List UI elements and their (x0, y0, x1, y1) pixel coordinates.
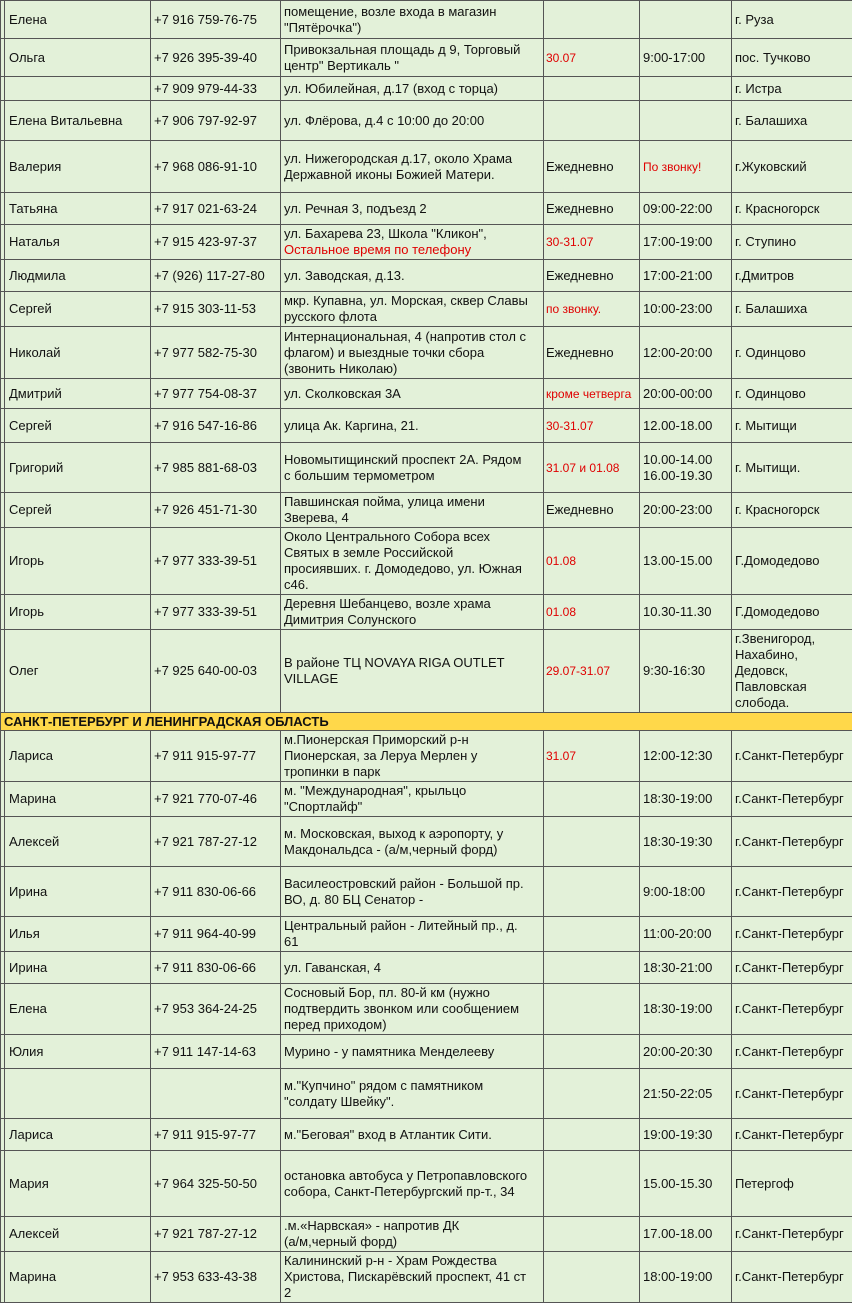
address-line: Святых в земле Российской (284, 545, 540, 561)
table-row (1, 917, 852, 952)
address-line: Привокзальная площадь д 9, Торговый (284, 42, 540, 58)
collection-days: Ежедневно (544, 193, 640, 225)
collection-days: Ежедневно (544, 327, 640, 379)
collection-time (640, 77, 732, 101)
collection-days: Ежедневно (544, 141, 640, 193)
collection-days (544, 782, 640, 817)
address-line: м. "Международная", крыльцо (284, 783, 540, 799)
contact-phone[interactable]: +7 926 395-39-40 (151, 39, 281, 77)
contact-phone[interactable]: +7 977 333-39-51 (151, 595, 281, 630)
contact-name: Мария (5, 1151, 151, 1217)
address-line: Павшинская пойма, улица имени (284, 494, 540, 510)
table-row (1, 493, 852, 528)
collection-address (281, 1035, 544, 1069)
collection-days: 31.07 (544, 731, 640, 782)
collection-days: 01.08 (544, 528, 640, 595)
address-line: Василеостровский район - Большой пр. (284, 876, 540, 892)
collection-address (281, 1, 544, 39)
address-line: Деревня Шебанцево, возле храма (284, 596, 540, 612)
table-row (1, 292, 852, 327)
collection-address (281, 867, 544, 917)
collection-address (281, 260, 544, 292)
contact-name: Лариса (5, 731, 151, 782)
address-line: с большим термометром (284, 468, 540, 484)
address-line: Пионерская, за Леруа Мерлен у (284, 748, 540, 764)
contact-phone[interactable]: +7 915 423-97-37 (151, 225, 281, 260)
table-row (1, 1, 852, 39)
address-line: Макдональдса - (а/м,черный форд) (284, 842, 540, 858)
table-row (1, 1119, 852, 1151)
collection-time: 20:00-00:00 (640, 379, 732, 409)
collection-time: 17:00-19:00 (640, 225, 732, 260)
collection-address (281, 101, 544, 141)
table-row (1, 817, 852, 867)
table-row (1, 1217, 852, 1252)
collection-address (281, 193, 544, 225)
collection-address (281, 1069, 544, 1119)
address-line: Димитрия Солунского (284, 612, 540, 628)
collection-address (281, 630, 544, 713)
collection-days (544, 952, 640, 984)
collection-time: 19:00-19:30 (640, 1119, 732, 1151)
table-row (1, 260, 852, 292)
city: г.Санкт-Петербург (732, 1252, 852, 1303)
collection-address (281, 731, 544, 782)
city: г. Мытищи (732, 409, 852, 443)
table-row (1, 1035, 852, 1069)
collection-address (281, 292, 544, 327)
city: г. Балашиха (732, 101, 852, 141)
contact-phone[interactable]: +7 921 787-27-12 (151, 1217, 281, 1252)
contact-phone[interactable]: +7 911 830-06-66 (151, 952, 281, 984)
city: г. Руза (732, 1, 852, 39)
collection-time: 10:00-23:00 (640, 292, 732, 327)
contact-phone[interactable]: +7 916 759-76-75 (151, 1, 281, 39)
collection-days: 01.08 (544, 595, 640, 630)
contact-phone[interactable] (151, 1069, 281, 1119)
table-row (1, 101, 852, 141)
address-line: м."Купчино" рядом с памятником (284, 1078, 540, 1094)
contact-phone[interactable]: +7 906 797-92-97 (151, 101, 281, 141)
contact-phone[interactable]: +7 915 303-11-53 (151, 292, 281, 327)
address-line: ул. Заводская, д.13. (284, 268, 540, 284)
city: г. Одинцово (732, 327, 852, 379)
city: пос. Тучково (732, 39, 852, 77)
table-row (1, 782, 852, 817)
table-row (1, 77, 852, 101)
address-line: Центральный район - Литейный пр., д. (284, 918, 540, 934)
city: г.Санкт-Петербург (732, 817, 852, 867)
table-row (1, 1069, 852, 1119)
city: г. Истра (732, 77, 852, 101)
address-line: Державной иконы Божией Матери. (284, 167, 540, 183)
contact-name: Дмитрий (5, 379, 151, 409)
address-line: м. Московская, выход к аэропорту, у (284, 826, 540, 842)
table-row (1, 443, 852, 493)
collection-days (544, 101, 640, 141)
contact-phone[interactable]: +7 953 364-24-25 (151, 984, 281, 1035)
collection-days: по звонку. (544, 292, 640, 327)
contact-name: Ирина (5, 952, 151, 984)
city: г.Звенигород, Нахабино, Дедовск, Павловская слобода. (732, 630, 852, 713)
collection-address (281, 917, 544, 952)
collection-time: 10.00-14.00 16.00-19.30 (640, 443, 732, 493)
city: Г.Домодедово (732, 528, 852, 595)
address-line: ул. Бахарева 23, Школа "Кликон", (284, 226, 540, 242)
table-row (1, 193, 852, 225)
contact-name: Олег (5, 630, 151, 713)
collection-address (281, 327, 544, 379)
address-line: 61 (284, 934, 540, 950)
contact-phone[interactable]: +7 917 021-63-24 (151, 193, 281, 225)
collection-address (281, 443, 544, 493)
address-line: тропинки в парк (284, 764, 540, 780)
collection-address (281, 1151, 544, 1217)
address-line: улица Ак. Каргина, 21. (284, 418, 540, 434)
collection-time: 18:00-19:00 (640, 1252, 732, 1303)
collection-time: 13.00-15.00 (640, 528, 732, 595)
collection-time: 9:00-17:00 (640, 39, 732, 77)
city: г.Санкт-Петербург (732, 984, 852, 1035)
collection-time: 17:00-21:00 (640, 260, 732, 292)
contact-name: Николай (5, 327, 151, 379)
collection-time: 17.00-18.00 (640, 1217, 732, 1252)
table-row (1, 409, 852, 443)
address-line: ул. Флёрова, д.4 с 10:00 до 20:00 (284, 113, 540, 129)
contact-name (5, 1069, 151, 1119)
table-row (1, 327, 852, 379)
contact-name: Елена (5, 1, 151, 39)
contact-phone[interactable]: +7 921 787-27-12 (151, 817, 281, 867)
city: г.Санкт-Петербург (732, 1035, 852, 1069)
city: г.Санкт-Петербург (732, 952, 852, 984)
contact-name: Елена Витальевна (5, 101, 151, 141)
collection-days: Ежедневно (544, 260, 640, 292)
collection-time: 12:00-12:30 (640, 731, 732, 782)
contact-phone[interactable]: +7 925 640-00-03 (151, 630, 281, 713)
address-line: просиявших. г. Домодедово, ул. Южная (284, 561, 540, 577)
collection-days (544, 917, 640, 952)
contact-phone[interactable]: +7 977 754-08-37 (151, 379, 281, 409)
contact-phone[interactable]: +7 911 830-06-66 (151, 867, 281, 917)
collection-address (281, 528, 544, 595)
table-row (1, 630, 852, 713)
contact-name: Татьяна (5, 193, 151, 225)
collection-time: 18:30-19:30 (640, 817, 732, 867)
contact-phone[interactable]: +7 911 915-97-77 (151, 731, 281, 782)
collection-time: 10.30-11.30 (640, 595, 732, 630)
collection-days (544, 77, 640, 101)
contact-phone[interactable]: +7 926 451-71-30 (151, 493, 281, 528)
city: г. Одинцово (732, 379, 852, 409)
contact-name: Ирина (5, 867, 151, 917)
collection-time: 12.00-18.00 (640, 409, 732, 443)
collection-address (281, 1119, 544, 1151)
contact-phone[interactable]: +7 968 086-91-10 (151, 141, 281, 193)
address-line: помещение, возле входа в магазин (284, 4, 540, 20)
address-line: В районе ТЦ NOVAYA RIGA OUTLET (284, 655, 540, 671)
address-line: центр" Вертикаль " (284, 58, 540, 74)
collection-address (281, 225, 544, 260)
address-line: с46. (284, 577, 540, 593)
collection-days (544, 1217, 640, 1252)
table-row (1, 141, 852, 193)
collection-days (544, 1151, 640, 1217)
collection-time: 18:30-21:00 (640, 952, 732, 984)
section-header-row (1, 713, 852, 731)
collection-address (281, 77, 544, 101)
collection-address (281, 817, 544, 867)
collection-address (281, 141, 544, 193)
collection-days (544, 1, 640, 39)
address-line: остановка автобуса у Петропавловского (284, 1168, 540, 1184)
collection-time: 15.00-15.30 (640, 1151, 732, 1217)
collection-address (281, 984, 544, 1035)
contact-name (5, 77, 151, 101)
city: Г.Домодедово (732, 595, 852, 630)
table-row (1, 952, 852, 984)
collection-address (281, 379, 544, 409)
contact-name: Наталья (5, 225, 151, 260)
contact-name: Григорий (5, 443, 151, 493)
city: г. Красногорск (732, 193, 852, 225)
address-line: русского флота (284, 309, 540, 325)
city: г.Санкт-Петербург (732, 867, 852, 917)
collection-days: 30-31.07 (544, 225, 640, 260)
table-row (1, 528, 852, 595)
city: г.Санкт-Петербург (732, 917, 852, 952)
collection-time: 18:30-19:00 (640, 984, 732, 1035)
contact-name: Сергей (5, 493, 151, 528)
address-line: м.Пионерская Приморский р-н (284, 732, 540, 748)
city: г.Санкт-Петербург (732, 782, 852, 817)
contact-phone[interactable]: +7 921 770-07-46 (151, 782, 281, 817)
collection-time (640, 101, 732, 141)
city: г.Санкт-Петербург (732, 1119, 852, 1151)
address-line: собора, Санкт-Петербургский пр-т., 34 (284, 1184, 540, 1200)
collection-time: 9:30-16:30 (640, 630, 732, 713)
contact-phone[interactable]: +7 911 147-14-63 (151, 1035, 281, 1069)
collection-time (640, 1, 732, 39)
city: г.Санкт-Петербург (732, 731, 852, 782)
table-row (1, 1252, 852, 1303)
address-line: Около Центрального Собора всех (284, 529, 540, 545)
table-row (1, 984, 852, 1035)
contact-phone[interactable]: +7 911 964-40-99 (151, 917, 281, 952)
address-line: ВО, д. 80 БЦ Сенатор - (284, 892, 540, 908)
city: г. Ступино (732, 225, 852, 260)
collection-days (544, 1119, 640, 1151)
collection-time: 12:00-20:00 (640, 327, 732, 379)
collection-days: 30-31.07 (544, 409, 640, 443)
contact-name: Елена (5, 984, 151, 1035)
address-line: перед приходом) (284, 1017, 540, 1033)
contact-phone[interactable]: +7 911 915-97-77 (151, 1119, 281, 1151)
collection-days (544, 984, 640, 1035)
collection-days: Ежедневно (544, 493, 640, 528)
address-line: Сосновый Бор, пл. 80-й км (нужно (284, 985, 540, 1001)
collection-address (281, 952, 544, 984)
city: г.Санкт-Петербург (732, 1069, 852, 1119)
contact-name: Юлия (5, 1035, 151, 1069)
address-line: Христова, Пискарёвский проспект, 41 ст (284, 1269, 540, 1285)
contact-phone[interactable]: +7 985 881-68-03 (151, 443, 281, 493)
collection-days: 31.07 и 01.08 (544, 443, 640, 493)
table-row (1, 379, 852, 409)
collection-time: 09:00-22:00 (640, 193, 732, 225)
address-line: Мурино - у памятника Менделееву (284, 1044, 540, 1060)
table-row (1, 731, 852, 782)
address-line: "солдату Швейку". (284, 1094, 540, 1110)
collection-time: 20:00-20:30 (640, 1035, 732, 1069)
address-line: мкр. Купавна, ул. Морская, сквер Славы (284, 293, 540, 309)
collection-time: 18:30-19:00 (640, 782, 732, 817)
address-line: 2 (284, 1285, 540, 1301)
address-line: ул. Юбилейная, д.17 (вход с торца) (284, 81, 540, 97)
contact-name: Марина (5, 1252, 151, 1303)
collection-address (281, 1217, 544, 1252)
address-line: (а/м,черный форд) (284, 1234, 540, 1250)
address-line: "Спортлайф" (284, 799, 540, 815)
collection-address (281, 493, 544, 528)
contact-name: Сергей (5, 292, 151, 327)
collection-days (544, 817, 640, 867)
address-line: "Пятёрочка") (284, 20, 540, 36)
city: г. Балашиха (732, 292, 852, 327)
collection-time: 9:00-18:00 (640, 867, 732, 917)
collection-days (544, 1069, 640, 1119)
contact-name: Лариса (5, 1119, 151, 1151)
contact-name: Валерия (5, 141, 151, 193)
collection-days: 29.07-31.07 (544, 630, 640, 713)
contact-name: Людмила (5, 260, 151, 292)
address-line: Новомытищинский проспект 2А. Рядом (284, 452, 540, 468)
contact-name: Сергей (5, 409, 151, 443)
address-note: Остальное время по телефону (284, 242, 540, 258)
table-row (1, 867, 852, 917)
address-line: .м.«Нарвская» - напротив ДК (284, 1218, 540, 1234)
address-line: ул. Гаванская, 4 (284, 960, 540, 976)
table-row (1, 1151, 852, 1217)
contact-name: Ольга (5, 39, 151, 77)
collection-address (281, 1252, 544, 1303)
city: г. Красногорск (732, 493, 852, 528)
contact-phone[interactable]: +7 977 582-75-30 (151, 327, 281, 379)
address-line: ул. Речная 3, подъезд 2 (284, 201, 540, 217)
collection-days: кроме четверга (544, 379, 640, 409)
address-line: Калининский р-н - Храм Рождества (284, 1253, 540, 1269)
contact-name: Алексей (5, 817, 151, 867)
address-line: (звонить Николаю) (284, 361, 540, 377)
city: г. Мытищи. (732, 443, 852, 493)
collection-time: По звонку! (640, 141, 732, 193)
address-line: м."Беговая" вход в Атлантик Сити. (284, 1127, 540, 1143)
city: г.Санкт-Петербург (732, 1217, 852, 1252)
collection-days (544, 1035, 640, 1069)
collection-address (281, 409, 544, 443)
contact-phone[interactable]: +7 953 633-43-38 (151, 1252, 281, 1303)
contact-name: Алексей (5, 1217, 151, 1252)
city: Петергоф (732, 1151, 852, 1217)
address-line: флагом) и выездные точки сбора (284, 345, 540, 361)
collection-address (281, 595, 544, 630)
address-line: Интернациональная, 4 (напротив стол с (284, 329, 540, 345)
city: г.Жуковский (732, 141, 852, 193)
collection-address (281, 39, 544, 77)
table-row (1, 39, 852, 77)
contact-phone[interactable]: +7 (926) 117-27-80 (151, 260, 281, 292)
collection-days (544, 867, 640, 917)
table-row (1, 595, 852, 630)
address-line: подтвердить звонком или сообщением (284, 1001, 540, 1017)
table-row (1, 225, 852, 260)
contact-name: Илья (5, 917, 151, 952)
collection-days: 30.07 (544, 39, 640, 77)
collection-time: 20:00-23:00 (640, 493, 732, 528)
contact-phone[interactable]: +7 964 325-50-50 (151, 1151, 281, 1217)
address-line: VILLAGE (284, 671, 540, 687)
contact-phone[interactable]: +7 977 333-39-51 (151, 528, 281, 595)
contact-phone[interactable]: +7 909 979-44-33 (151, 77, 281, 101)
contact-name: Марина (5, 782, 151, 817)
collection-time: 11:00-20:00 (640, 917, 732, 952)
address-line: ул. Нижегородская д.17, около Храма (284, 151, 540, 167)
contact-name: Игорь (5, 595, 151, 630)
city: г.Дмитров (732, 260, 852, 292)
contact-name: Игорь (5, 528, 151, 595)
contact-phone[interactable]: +7 916 547-16-86 (151, 409, 281, 443)
collection-address (281, 782, 544, 817)
collection-days (544, 1252, 640, 1303)
section-title: САНКТ-ПЕТЕРБУРГ И ЛЕНИНГРАДСКАЯ ОБЛАСТЬ (1, 713, 852, 731)
collection-time: 21:50-22:05 (640, 1069, 732, 1119)
address-line: ул. Сколковская 3А (284, 386, 540, 402)
address-line: Зверева, 4 (284, 510, 540, 526)
